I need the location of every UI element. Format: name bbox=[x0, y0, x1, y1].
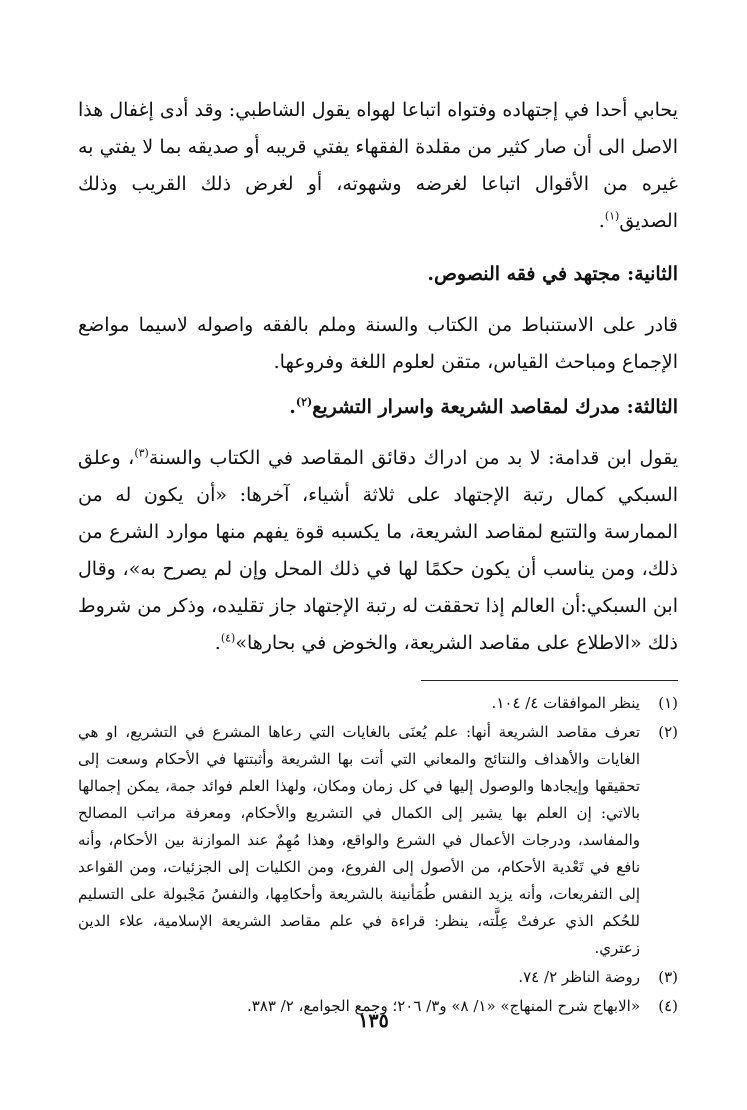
footnote-text: تعرف مقاصد الشريعة أنها: علم يُعنَى بالغايات التي رعاها المشرع في التشريع، او هي الغايات والأهداف والنتائج والمعاني التي أتت بها الشريعة وأثبتتها في الأحكام وسعت إلى تحقيقها وإيجادها والوصول إليها في كل زمان ومكان، ولهذا العلم فوائد جمة، يمكن إجمالها بالاتي: إن العلم بها يشير إلى الكمال في التشريع والأحكام، ومعرفة مراتب المصالح والمفاسد، ودرجات الأعمال في الشرع والواقع، وهذا مُهِمٌ عند الموازنة بين الأحكام، وأنه نافع في تَعْدية الأحكام، من الأصول إلى الفروع، ومن الكليات إلى الجزئيات، ومن القواعد إلى التفريعات، وأنه يزيد النفس طُمَأنينة بالشريعة وأحكامِها، والنفسُ مَجْبولة على التسليم للحُكم الذي عرفتْ عِلَّته، ينظر: قراءة في علم مقاصد الشريعة الإسلامية، علاء الدين زعتري. bbox=[78, 723, 640, 957]
footnote-3 bbox=[78, 964, 678, 991]
footnote-ref-1: (١) bbox=[604, 209, 620, 223]
footnote-1 bbox=[78, 690, 678, 717]
footnote-ref-3: (٣) bbox=[134, 446, 149, 460]
paragraph-3-text-b: ، وعلق السبكي كمال رتبة الإجتهاد على ثلاثة أشياء، آخرها: «أن يكون له من الممارسة والتتبع لمقاصد الشريعة، ما يكسبه قوة يفهم منها موارد الشرع من ذلك، ومن يناسب أن يكون حكمًا لها في ذلك المحل وإن لم يصرح به»، وقال ابن السبكي:أن العالم إذا تحققت له رتبة الإجتهاد جاز تقليده، وذكر من شروط ذلك «الاطلاع على مقاصد الشريعة، والخوض في بحارها» bbox=[78, 447, 678, 654]
footnote-number: (٣) bbox=[658, 968, 678, 986]
footnote-ref-4: (٤) bbox=[220, 631, 236, 645]
paragraph-3 bbox=[78, 440, 678, 662]
paragraph-1-text: يحابي أحدا في إجتهاده وفتواه اتباعا لهواه يقول الشاطبي: وقد أدى إغفال هذا الاصل الى أن صار كثير من مقلدة الفقهاء يفتي قريبه أو صديقه بما لا يفتي به غيره من الأقوال اتباعا لغرضه وشهوته، أو لغرض ذلك القريب وذلك الصديق bbox=[78, 99, 678, 232]
paragraph-2: قادر على الاستنباط من الكتاب والسنة وملم بالفقه واصوله لاسيما مواضع الإجماع ومباحث القياس، متقن لعلوم اللغة وفروعها. bbox=[78, 314, 679, 373]
heading-third-end: . bbox=[289, 396, 296, 418]
footnote-2 bbox=[78, 719, 678, 962]
footnote-number: (٢) bbox=[658, 723, 678, 741]
heading-third bbox=[78, 389, 678, 426]
paragraph-1 bbox=[78, 92, 678, 240]
paragraph-1-end: . bbox=[598, 210, 605, 232]
footnote-separator bbox=[421, 680, 678, 681]
footnote-ref-2: (٢) bbox=[295, 395, 313, 409]
page-number: ١٣٥ bbox=[358, 1010, 389, 1032]
footnote-number: (١) bbox=[658, 694, 678, 712]
paragraph-3-text-a: يقول ابن قدامة: لا بد من ادراك دقائق المقاصد في الكتاب والسنة bbox=[148, 447, 679, 469]
main-text bbox=[78, 92, 678, 662]
footnote-text: «الابهاج شرح المنهاج» «١/ ٨» و٣/ ٢٠٦؛ وجمع الجوامع، ٢/ ٣٨٣. bbox=[246, 997, 640, 1015]
footnote-number: (٤) bbox=[658, 997, 678, 1015]
paragraph-3-end: . bbox=[214, 632, 221, 654]
footnote-text: ينظر الموافقات ٤/ ١٠٤. bbox=[491, 694, 640, 712]
heading-second: الثانية: مجتهد في فقه النصوص. bbox=[427, 263, 678, 285]
footnotes bbox=[78, 690, 678, 1022]
footnote-text: روضة الناظر ٢/ ٧٤. bbox=[518, 968, 640, 986]
heading-third-text: الثالثة: مدرك لمقاصد الشريعة واسرار التشريع bbox=[312, 396, 678, 418]
